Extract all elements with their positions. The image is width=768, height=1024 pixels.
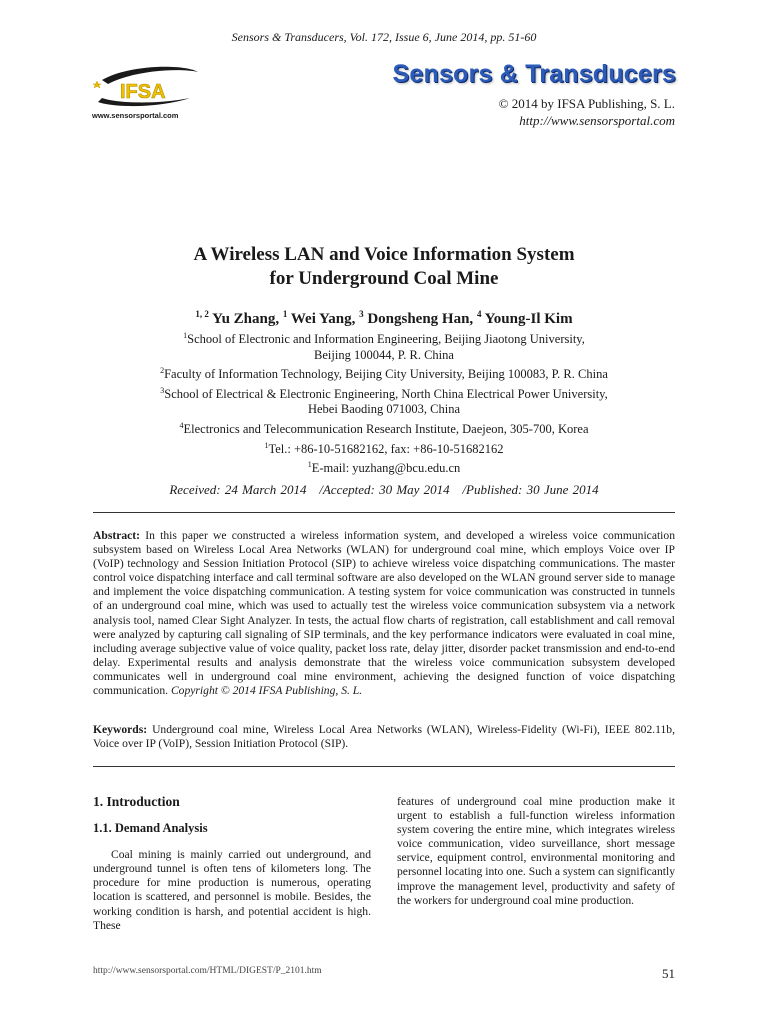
paper-title-line-2: for Underground Coal Mine: [269, 268, 499, 289]
abstract-top-divider: [93, 512, 675, 513]
affiliation-text: School of Electronic and Information Engineering, Beijing Jiaotong University,: [187, 332, 585, 347]
abstract-text: In this paper we constructed a wireless information system, and developed a wireless voice communication subsystem based on Wireless Local Area Networks (WLAN) for underground coal mine, which employs Voice over IP (VoIP) technology and Session Initiation Protocol (SIP) to achieve wireless voice dispatching communications. The master control voice dispatching interface and call terminal software are also developed on the WLAN ground server side to manage and implement the voice dispatching communication. A testing system for voice communication was constructed in tunnels of an underground coal mine, which was used to actually test the wireless voice communication subsystem via a network analysis tool, named Clear Sight Analyzer. In tests, the actual flow charts of registration, call establishment and call removal were analyzed by capturing call signaling of SIP terminals, and the key performance indicators were evaluated in coal mine, including average subjective value of voice quality, packet loss rate, delay jitter, disorder packet transmission and end-to-end delay. Experimental results and analysis demonstrate that the wireless voice communication subsystem developed communicates well in underground coal mine environment, achieving the designed function of voice dispatching communication.: [93, 529, 675, 698]
contact-phone-text: Tel.: +86-10-51682162, fax: +86-10-51682162: [268, 441, 504, 456]
affiliation-sup: 1: [307, 460, 312, 470]
journal-website-link[interactable]: http://www.sensorsportal.com: [519, 113, 675, 128]
affiliation-text: School of Electrical & Electronic Engineering, North China Electrical Power University,: [164, 386, 608, 401]
affiliation-text: Faculty of Information Technology, Beijing City University, Beijing 100083, P. R. China: [164, 367, 608, 382]
affiliations: [0, 328, 768, 477]
ifsa-logo-graphic: [90, 62, 202, 122]
author-name: Wei Yang,: [290, 311, 356, 327]
abstract-label: Abstract:: [93, 529, 141, 542]
affiliation-item: [0, 383, 768, 403]
keywords-bottom-divider: [93, 766, 675, 767]
contact-phone: [0, 438, 768, 458]
abstract: [93, 529, 675, 698]
body-paragraph: Coal mining is mainly carried out underground, and underground tunnel is often tens of kilometers long. The procedure for mine production is numerous, operating location is scattered, and personnel is mobile. Besides, the working condition is harsh, and potential accident is high. These: [93, 848, 371, 932]
keywords-label: Keywords:: [93, 723, 148, 736]
copyright-line: © 2014 by IFSA Publishing, S. L.: [498, 96, 675, 111]
footer-url-link[interactable]: http://www.sensorsportal.com/HTML/DIGEST/P_2101.htm: [93, 966, 322, 976]
subsection-heading-demand-analysis: 1.1. Demand Analysis: [93, 821, 208, 836]
publication-dates: Received: 24 March 2014 /Accepted: 30 May 2014 /Published: 30 June 2014: [169, 482, 599, 497]
paper-title-line-1: A Wireless LAN and Voice Information System: [193, 244, 575, 265]
affiliation-sup: 1: [183, 331, 188, 340]
affiliation-text-cont: Hebei Baoding 071003, China: [307, 402, 461, 417]
keywords: [93, 723, 675, 751]
affiliation-text: Electronics and Telecommunication Research Institute, Daejeon, 305-700, Korea: [183, 422, 589, 437]
affiliation-sup: 1: [264, 440, 269, 450]
body-paragraph: features of underground coal mine production make it urgent to establish a full-function wireless information system covering the entire mine, which integrates wireless voice communication, video surveillance, short message service, equipment control, environmental monitoring and personnel locating into one. Such a system can significantly improve the management level, productivity and safety of the workers for underground coal mine production.: [397, 795, 675, 907]
author-sup: 4: [476, 309, 482, 319]
affiliation-text-cont: Beijing 100044, P. R. China: [314, 347, 454, 362]
affiliation-item: [0, 328, 768, 348]
author-name: Young-Il Kim: [484, 311, 573, 327]
logo-url: www.sensorsportal.com: [92, 111, 179, 120]
ifsa-logo: [90, 62, 202, 122]
abstract-copyright: Copyright © 2014 IFSA Publishing, S. L.: [170, 684, 363, 698]
author-name: Dongsheng Han,: [367, 311, 474, 327]
affiliation-item: [0, 363, 768, 383]
section-heading-introduction: 1. Introduction: [93, 794, 180, 809]
page-number: 51: [662, 966, 675, 981]
affiliation-sup: 2: [160, 366, 165, 376]
right-column: [397, 795, 675, 908]
author-sup: 1: [282, 309, 288, 319]
affiliation-sup: 3: [160, 385, 165, 395]
author-sup: 3: [359, 309, 364, 319]
left-column: [93, 795, 371, 933]
logo-text: IFSA: [120, 81, 166, 103]
contact-email-text[interactable]: E-mail: yuzhang@bcu.edu.cn: [311, 461, 461, 476]
keywords-text: Underground coal mine, Wireless Local Area Networks (WLAN), Wireless-Fidelity (Wi-Fi), IEEE 802.11b, Voice over IP (VoIP), Session Initiation Protocol (SIP).: [93, 723, 676, 751]
author-name: Yu Zhang,: [212, 311, 280, 327]
affiliation-sup: 4: [179, 420, 184, 430]
running-head: Sensors & Transducers, Vol. 172, Issue 6, June 2014, pp. 51-60: [231, 30, 537, 44]
author-sup: 1, 2: [195, 309, 209, 319]
paper-title: [0, 243, 768, 291]
contact-email: [0, 457, 768, 477]
journal-name: Sensors & Transducers: [392, 60, 676, 88]
affiliation-item: [0, 418, 768, 438]
author-list: [0, 309, 768, 328]
